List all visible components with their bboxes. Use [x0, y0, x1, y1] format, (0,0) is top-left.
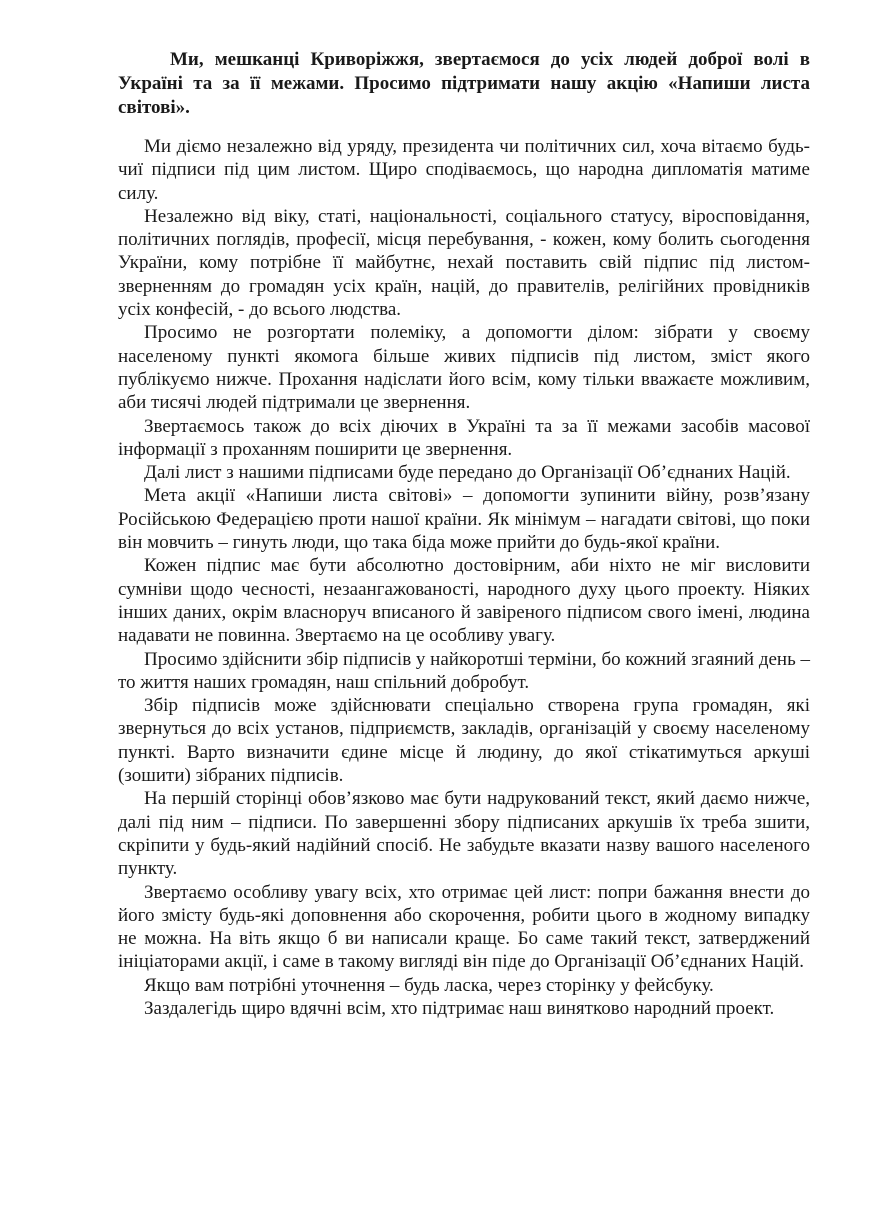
document-page	[118, 48, 810, 1020]
paragraph: Мета акції «Напиши листа світові» – допомогти зупинити війну, розв’язану Російською Федерацією проти нашої країни. Як мінімум – нагадати світові, що поки він мовчить – гинуть люди, що така біда може прийти до будь-якої країни.	[118, 485, 810, 554]
document-body	[118, 135, 810, 1020]
paragraph: Незалежно від віку, статі, національності, соціального статусу, віросповідання, політичних поглядів, професії, місця перебування, - кожен, кому болить сьогодення України, кому потрібне її майбутнє, нехай поставить свій підпис під листом-зверненням до громадян усіх країн, націй, до правителів, релігійних провідників усіх конфесій, - до всього людства.	[118, 205, 810, 321]
paragraph: Збір підписів може здійснювати спеціально створена група громадян, які звернуться до всіх установ, підприємств, закладів, організацій у своєму населеному пункті. Варто визначити єдине місце й людину, до якої стікатимуться аркуші (зошити) зібраних підписів.	[118, 695, 810, 787]
paragraph: Далі лист з нашими підписами буде передано до Організації Об’єднаних Націй.	[144, 462, 791, 484]
paragraph: Просимо не розгортати полеміку, а допомогти ділом: зібрати у своєму населеному пункті якомога більше живих підписів під листом, зміст якого публікуємо нижче. Прохання надіслати його всім, кому тільки вважаєте можливим, аби тисячі людей підтримали це звернення.	[118, 322, 810, 414]
paragraph: Просимо здійснити збір підписів у найкоротші терміни, бо кожний згаяний день – то життя наших громадян, наш спільний добробут.	[118, 648, 811, 693]
paragraph: Звертаємось також до всіх діючих в Україні та за її межами засобів масової інформації з проханням поширити це звернення.	[118, 415, 810, 460]
paragraph: Звертаємо особливу увагу всіх, хто отримає цей лист: попри бажання внести до його змісту будь-які доповнення або скорочення, робити цього в жодному випадку не можна. На віть якщо б ви написали краще. Бо саме такий текст, затверджений ініціаторами акції, і саме в такому вигляді він піде до Організації Об’єднаних Націй.	[118, 881, 810, 973]
paragraph: Ми діємо незалежно від уряду, президента чи політичних сил, хоча вітаємо будь-чиї підписи під цим листом. Щиро сподіваємось, що народна дипломатія матиме силу.	[118, 136, 810, 204]
paragraph: Заздалегідь щиро вдячні всім, хто підтримає наш винятково народний проект.	[144, 997, 775, 1019]
document-heading: Ми, мешканці Криворіжжя, звертаємося до усіх людей доброї волі в Україні та за її межами. Просимо підтримати нашу акцію «Напиши листа світові».	[118, 49, 810, 118]
paragraph: Кожен підпис має бути абсолютно достовірним, аби ніхто не міг висловити сумніви щодо чесності, незаангажованості, народного духу цього проекту. Ніяких інших даних, окрім власноруч вписаного й завіреного підписом свого імені, людина надавати не повинна. Звертаємо на це особливу увагу.	[118, 555, 810, 647]
paragraph: Якщо вам потрібні уточнення – будь ласка, через сторінку у фейсбуку.	[144, 974, 714, 996]
paragraph: На першій сторінці обов’язково має бути надрукований текст, який даємо нижче, далі під ним – підписи. По завершенні збору підписаних аркушів їх треба зшити, скріпити у будь-який надійний спосіб. Не забудьте вказати назву вашого населеного пункту.	[118, 788, 810, 880]
